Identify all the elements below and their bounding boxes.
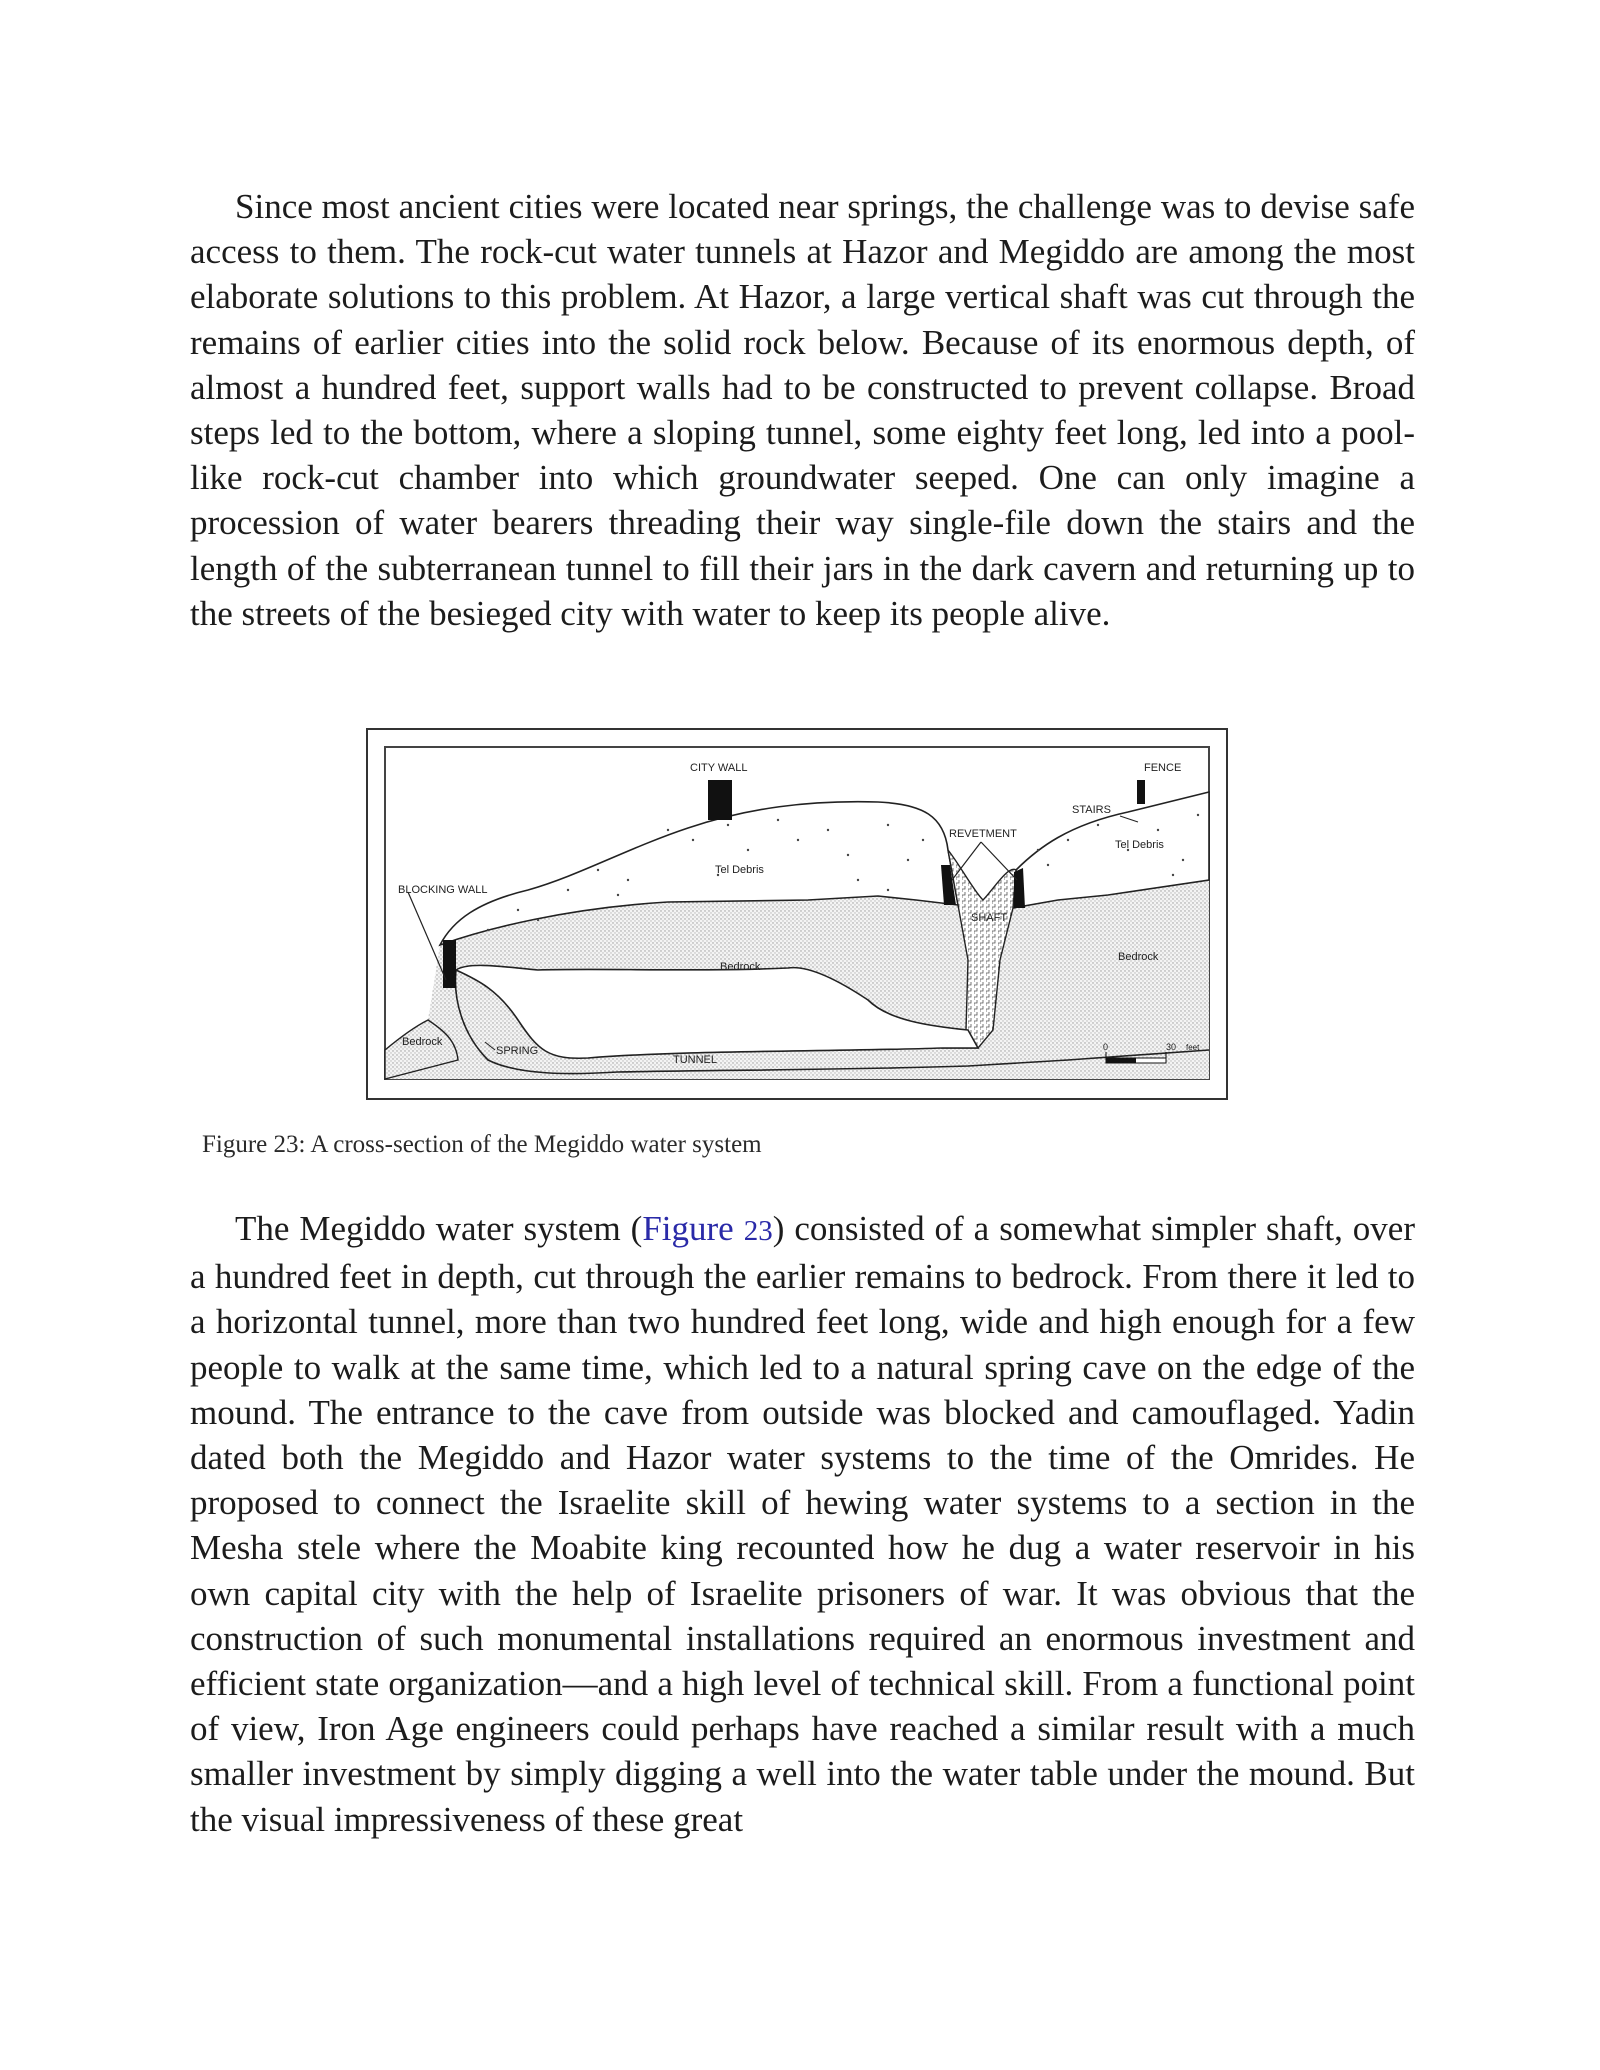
label-tel-debris-right: Tel Debris bbox=[1115, 839, 1164, 851]
scale-unit: feet bbox=[1186, 1043, 1200, 1052]
figure-link-word: Figure bbox=[642, 1209, 734, 1248]
paragraph-1 bbox=[190, 184, 1415, 636]
scale-zero: 0 bbox=[1103, 1042, 1109, 1052]
paragraph-1-text: Since most ancient cities were located near springs, the challenge was to devise safe access to them. The rock-cut water tunnels at Hazor and Megiddo are among the most elaborate solutions to this problem. At Hazor, a large vertical shaft was cut through the remains of earlier cities into the solid rock below. Because of its enormous depth, of almost a hundred feet, support walls had to be constructed to prevent collapse. Broad steps led to the bottom, where a sloping tunnel, some eighty feet long, led into a pool-like rock-cut chamber into which groundwater seeped. One can only imagine a procession of water bearers threading their way single-file down the stairs and the length of the subterranean tunnel to fill their jars in the dark cavern and returning up to the streets of the besieged city with water to keep its people alive. bbox=[190, 187, 1415, 633]
city-wall bbox=[708, 780, 732, 820]
label-fence: FENCE bbox=[1144, 762, 1182, 774]
label-stairs: STAIRS bbox=[1072, 804, 1111, 816]
fence bbox=[1137, 780, 1145, 804]
cross-section-diagram bbox=[368, 730, 1226, 1098]
label-blocking-wall: BLOCKING WALL bbox=[398, 884, 488, 896]
figure-megiddo-cross-section bbox=[366, 728, 1228, 1100]
label-bedrock-center: Bedrock bbox=[720, 961, 761, 973]
figure-link-number: 23 bbox=[743, 1215, 773, 1247]
label-city-wall: CITY WALL bbox=[690, 762, 748, 774]
label-spring: SPRING bbox=[496, 1045, 539, 1057]
label-shaft: SHAFT bbox=[971, 912, 1008, 924]
paragraph-2 bbox=[190, 1206, 1415, 1842]
figure-23-link[interactable] bbox=[642, 1209, 772, 1248]
label-revetment: REVETMENT bbox=[949, 828, 1017, 840]
scale-max: 30 bbox=[1166, 1042, 1177, 1052]
figure-caption: Figure 23: A cross-section of the Megiddo water system bbox=[202, 1131, 762, 1158]
blocking-wall bbox=[443, 940, 456, 988]
label-tunnel: TUNNEL bbox=[673, 1054, 718, 1066]
paragraph-2-text-rest: ) consisted of a somewhat simpler shaft, over a hundred feet in depth, cut through the earlier remains to bedrock. From there it led to a horizontal tunnel, more than two hundred feet long, wide and high enough for a few people to walk at the same time, which led to a natural spring cave on the edge of the mound. The entrance to the cave from outside was blocked and camouflaged. Yadin dated both the Megiddo and Hazor water systems to the time of the Omrides. He proposed to connect the Israelite skill of hewing water systems to a section in the Mesha stele where the Moabite king recounted how he dug a water reservoir in his own capital city with the help of Israelite prisoners of war. It was obvious that the construction of such monumental installations required an enormous investment and efficient state organization—and a high level of technical skill. From a functional point of view, Iron Age engineers could perhaps have reached a similar result with a much smaller investment by simply digging a well into the water table under the mound. But the visual impressiveness of these great bbox=[190, 1209, 1415, 1839]
paragraph-2-text-start: The Megiddo water system ( bbox=[235, 1209, 643, 1248]
label-bedrock-right: Bedrock bbox=[1118, 951, 1159, 963]
label-bedrock-left: Bedrock bbox=[402, 1036, 443, 1048]
label-tel-debris-left: Tel Debris bbox=[715, 864, 764, 876]
